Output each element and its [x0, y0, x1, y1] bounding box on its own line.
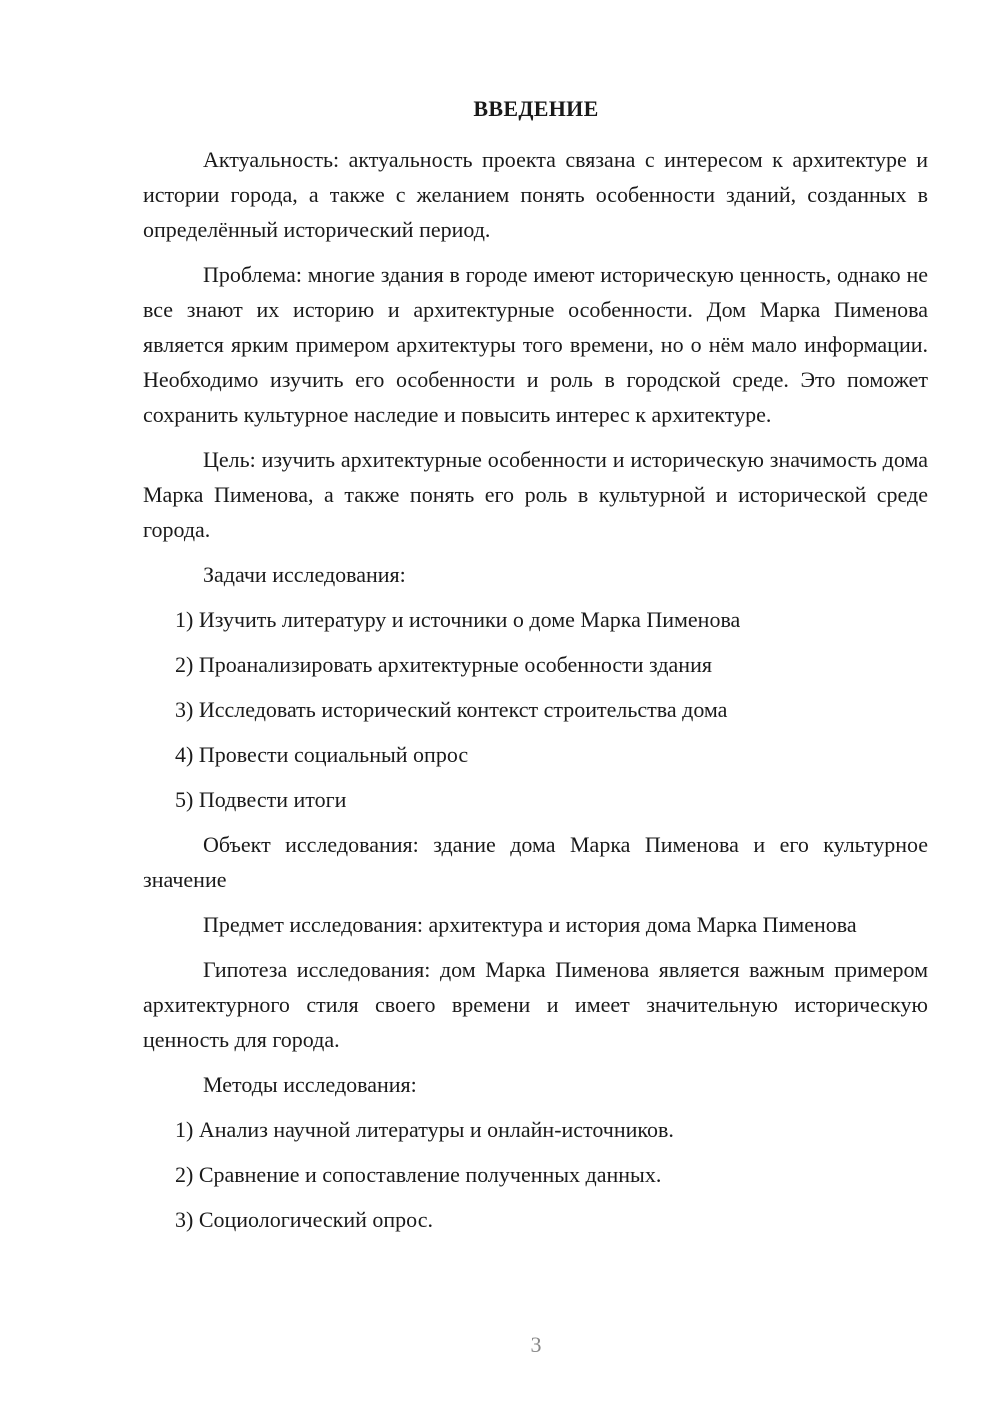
subject-paragraph: Предмет исследования: архитектура и история дома Марка Пименова — [203, 912, 857, 937]
relevance-paragraph: Актуальность: актуальность проекта связана с интересом к архитектуре и истории города, а также с желанием понять особенности зданий, созданных в определённый исторический период. — [143, 147, 928, 242]
body-text — [143, 142, 928, 1247]
list-item: 5) Подвести итоги — [175, 787, 347, 812]
methods-list — [143, 1112, 928, 1237]
page-number: 3 — [530, 1332, 542, 1357]
tasks-list — [143, 602, 928, 817]
goal-paragraph: Цель: изучить архитектурные особенности и историческую значимость дома Марка Пименова, а также понять его роль в культурной и исторической среде города. — [143, 447, 928, 542]
list-item: 2) Сравнение и сопоставление полученных данных. — [175, 1162, 662, 1187]
list-item: 1) Анализ научной литературы и онлайн-источников. — [175, 1117, 674, 1142]
list-item: 1) Изучить литературу и источники о доме Марка Пименова — [175, 607, 741, 632]
methods-heading: Методы исследования: — [203, 1072, 417, 1097]
list-item: 2) Проанализировать архитектурные особенности здания — [175, 652, 712, 677]
page-title: ВВЕДЕНИЕ — [473, 96, 599, 121]
tasks-heading: Задачи исследования: — [203, 562, 406, 587]
list-item: 3) Исследовать исторический контекст строительства дома — [175, 697, 728, 722]
problem-paragraph: Проблема: многие здания в городе имеют историческую ценность, однако не все знают их историю и архитектурные особенности. Дом Марка Пименова является ярким примером архитектуры того времени, но о нём мало информации. Необходимо изучить его особенности и роль в городской среде. Это поможет сохранить культурное наследие и повысить интерес к архитектуре. — [143, 262, 928, 427]
list-item: 3) Социологический опрос. — [175, 1207, 433, 1232]
object-paragraph: Объект исследования: здание дома Марка Пименова и его культурное значение — [143, 832, 928, 892]
list-item: 4) Провести социальный опрос — [175, 742, 469, 767]
hypothesis-paragraph: Гипотеза исследования: дом Марка Пименова является важным примером архитектурного стиля своего времени и имеет значительную историческую ценность для города. — [143, 957, 928, 1052]
